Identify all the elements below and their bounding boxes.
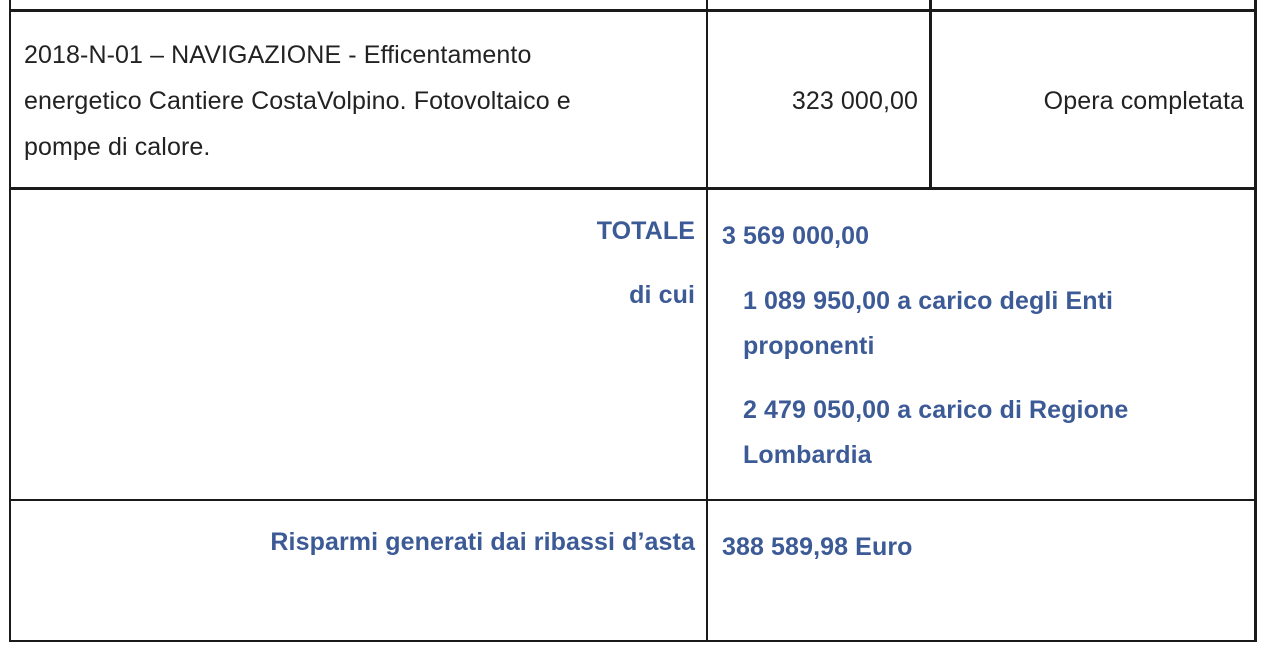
- total-breakdown-label: di cui: [629, 281, 695, 309]
- savings-value: 388 589,98 Euro: [722, 533, 913, 561]
- table-border-after-total: [9, 499, 1257, 501]
- project-status: Opera completata: [1043, 87, 1244, 115]
- total-breakdown-item-1-line-2: proponenti: [743, 332, 875, 360]
- total-breakdown-item-2-line-1: 2 479 050,00 a carico di Regione: [743, 396, 1129, 424]
- table-border-left: [9, 0, 11, 642]
- savings-label: Risparmi generati dai ribassi d’asta: [270, 528, 695, 556]
- table-border-after-project: [9, 187, 1257, 190]
- project-description-line-3: pompe di calore.: [24, 133, 211, 161]
- table-border-col2: [929, 0, 932, 190]
- table-border-top: [9, 9, 1257, 12]
- total-label: TOTALE: [596, 217, 695, 245]
- project-amount: 323 000,00: [791, 87, 918, 115]
- table-border-right: [1254, 0, 1257, 642]
- project-description-line-2: energetico Cantiere CostaVolpino. Fotovoltaico e: [24, 87, 571, 115]
- table-border-bottom: [9, 640, 1257, 642]
- total-value: 3 569 000,00: [722, 222, 870, 250]
- table-border-col1: [706, 0, 708, 642]
- project-description-line-1: 2018-N-01 – NAVIGAZIONE - Efficentamento: [24, 41, 532, 69]
- total-breakdown-item-1-line-1: 1 089 950,00 a carico degli Enti: [743, 287, 1114, 315]
- total-breakdown-item-2-line-2: Lombardia: [743, 441, 872, 469]
